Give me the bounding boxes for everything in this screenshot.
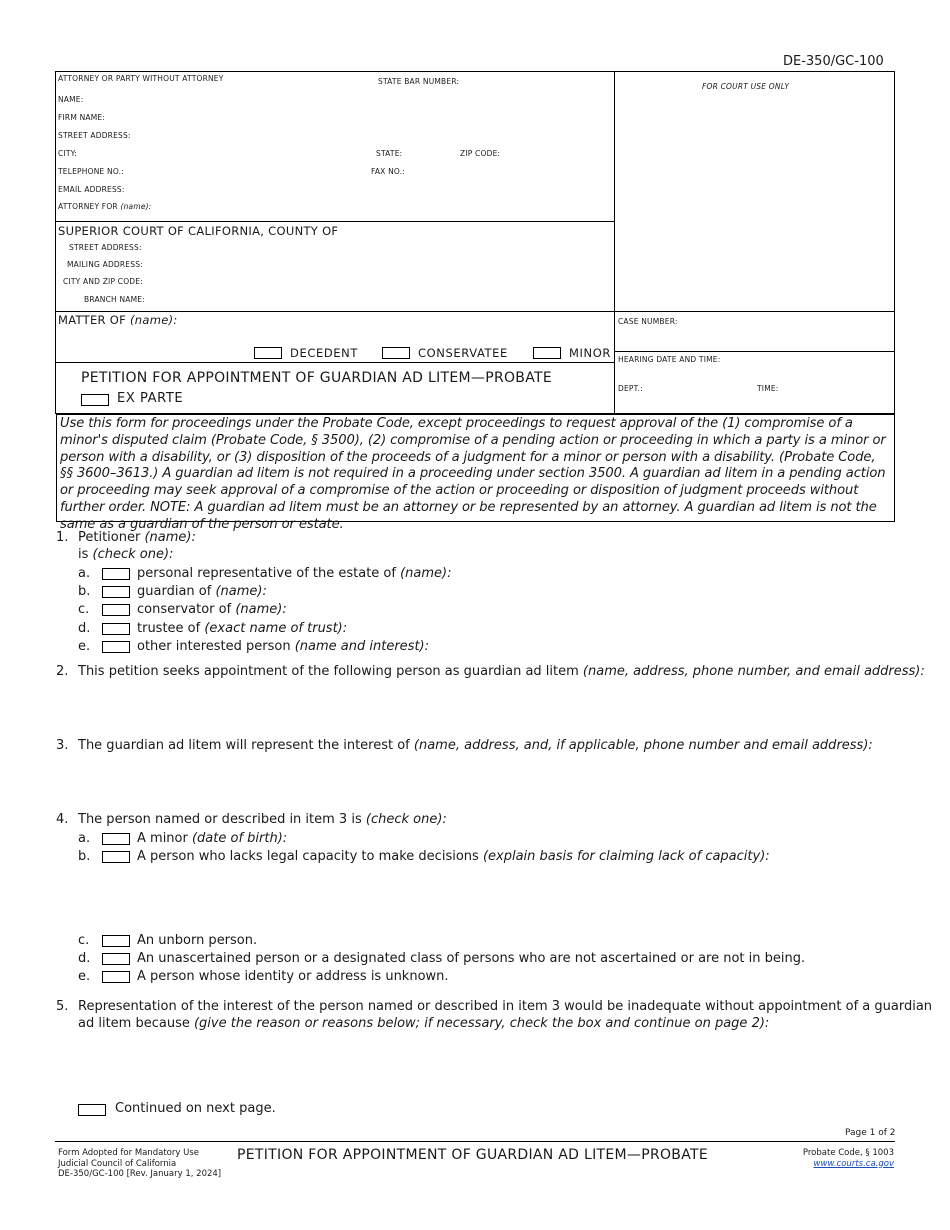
form-id: DE-350/GC-100 xyxy=(783,54,884,69)
continued-checkbox[interactable] xyxy=(78,1104,106,1116)
item-1b-label[interactable]: guardian of (name): xyxy=(137,584,267,599)
case-number-label[interactable]: CASE NUMBER: xyxy=(618,317,678,326)
page-number: Page 1 of 2 xyxy=(845,1128,896,1138)
item-1e-checkbox[interactable] xyxy=(102,641,130,653)
minor-label: MINOR xyxy=(569,346,611,360)
minor-checkbox[interactable] xyxy=(533,347,561,359)
conservatee-label: CONSERVATEE xyxy=(418,346,508,360)
street-address-label[interactable]: STREET ADDRESS: xyxy=(58,131,131,140)
item-1a-letter: a. xyxy=(78,566,91,581)
is-check-one: is (check one): xyxy=(78,547,174,562)
item-4e-letter: e. xyxy=(78,969,91,984)
attorney-for-label[interactable]: ATTORNEY FOR (name): xyxy=(58,202,152,211)
court-branch-label[interactable]: BRANCH NAME: xyxy=(84,295,145,304)
item-4e-label[interactable]: A person whose identity or address is unknown. xyxy=(137,969,449,984)
ex-parte-label: EX PARTE xyxy=(117,391,184,406)
item-4a-label[interactable]: A minor (date of birth): xyxy=(137,831,288,846)
item-4-text: The person named or described in item 3 is (check one): xyxy=(78,812,447,827)
item-4d-checkbox[interactable] xyxy=(102,953,130,965)
firm-name-label[interactable]: FIRM NAME: xyxy=(58,113,106,122)
ex-parte-checkbox[interactable] xyxy=(81,394,109,406)
matter-of-label[interactable]: MATTER OF (name): xyxy=(58,313,178,327)
time-label[interactable]: TIME: xyxy=(757,384,779,393)
item-5-number: 5. xyxy=(56,999,69,1014)
footer-council: Judicial Council of California xyxy=(58,1158,177,1169)
item-4c-label[interactable]: An unborn person. xyxy=(137,933,258,948)
item-5-line2[interactable]: ad litem because (give the reason or reasons below; if necessary, check the box and continue on page 2): xyxy=(78,1016,770,1031)
item-1b-checkbox[interactable] xyxy=(102,586,130,598)
item-4c-letter: c. xyxy=(78,933,90,948)
decedent-label: DECEDENT xyxy=(290,346,358,360)
zip-label[interactable]: ZIP CODE: xyxy=(460,149,501,158)
item-1d-label[interactable]: trustee of (exact name of trust): xyxy=(137,621,348,636)
item-4d-label[interactable]: An unascertained person or a designated class of persons who are not ascertained or are not in being. xyxy=(137,951,806,966)
item-1b-letter: b. xyxy=(78,584,91,599)
item-1a-checkbox[interactable] xyxy=(102,568,130,580)
footer-code: Probate Code, § 1003 xyxy=(802,1148,894,1158)
item-4a-letter: a. xyxy=(78,831,91,846)
item-4d-letter: d. xyxy=(78,951,91,966)
hearing-label[interactable]: HEARING DATE AND TIME: xyxy=(618,355,721,364)
court-mailing-label[interactable]: MAILING ADDRESS: xyxy=(67,260,143,269)
dept-label[interactable]: DEPT.: xyxy=(618,384,643,393)
courts-website-link[interactable]: www.courts.ca.gov xyxy=(813,1158,894,1169)
court-title: SUPERIOR COURT OF CALIFORNIA, COUNTY OF xyxy=(58,224,339,238)
petitioner-label[interactable]: Petitioner (name): xyxy=(78,530,196,545)
footer-rule xyxy=(55,1141,895,1142)
fax-label[interactable]: FAX NO.: xyxy=(371,167,405,176)
item-1d-letter: d. xyxy=(78,621,91,636)
item-1c-label[interactable]: conservator of (name): xyxy=(137,602,287,617)
name-label[interactable]: NAME: xyxy=(58,95,84,104)
item-4-number: 4. xyxy=(56,812,69,827)
footer-revision: DE-350/GC-100 [Rev. January 1, 2024] xyxy=(58,1169,222,1179)
court-city-label[interactable]: CITY AND ZIP CODE: xyxy=(63,277,143,286)
state-label[interactable]: STATE: xyxy=(376,149,403,158)
city-label[interactable]: CITY: xyxy=(58,149,78,158)
court-street-label[interactable]: STREET ADDRESS: xyxy=(69,243,142,252)
item-1e-letter: e. xyxy=(78,639,91,654)
footer-right xyxy=(803,1148,894,1169)
item-3-text[interactable]: The guardian ad litem will represent the interest of (name, address, and, if applicable, phone number and email address): xyxy=(78,738,873,753)
decedent-checkbox[interactable] xyxy=(254,347,282,359)
item-1d-checkbox[interactable] xyxy=(102,623,130,635)
conservatee-checkbox[interactable] xyxy=(382,347,410,359)
item-3-number: 3. xyxy=(56,738,69,753)
item-1c-checkbox[interactable] xyxy=(102,604,130,616)
item-1a-label[interactable]: personal representative of the estate of (name): xyxy=(137,566,452,581)
court-use-label: FOR COURT USE ONLY xyxy=(702,82,790,91)
item-4e-checkbox[interactable] xyxy=(102,971,130,983)
email-label[interactable]: EMAIL ADDRESS: xyxy=(58,185,125,194)
item-4b-letter: b. xyxy=(78,849,91,864)
item-2-text[interactable]: This petition seeks appointment of the following person as guardian ad litem (name, address, phone number, and email address): xyxy=(78,664,925,679)
state-bar-label[interactable]: STATE BAR NUMBER: xyxy=(378,77,460,86)
attorney-title: ATTORNEY OR PARTY WITHOUT ATTORNEY xyxy=(58,74,224,83)
footer-adopted: Form Adopted for Mandatory Use xyxy=(58,1148,199,1158)
item-1c-letter: c. xyxy=(78,602,90,617)
continued-label: Continued on next page. xyxy=(115,1101,276,1116)
item-1e-label[interactable]: other interested person (name and interest): xyxy=(137,639,430,654)
item-2-number: 2. xyxy=(56,664,69,679)
item-4a-checkbox[interactable] xyxy=(102,833,130,845)
item-4b-checkbox[interactable] xyxy=(102,851,130,863)
item-5-line1: Representation of the interest of the person named or described in item 3 would be inadequate without appointment of a guardian xyxy=(78,999,933,1014)
telephone-label[interactable]: TELEPHONE NO.: xyxy=(58,167,124,176)
item-4b-label[interactable]: A person who lacks legal capacity to make decisions (explain basis for claiming lack of capacity): xyxy=(137,849,770,864)
instructions-notice: Use this form for proceedings under the Probate Code, except proceedings to request approval of the (1) compromise of a minor's disputed claim (Probate Code, § 3500), (2) compromise of a pending action or proceeding in which a party is a minor or person with a disability, or (3) disposition of the proceeds of a judgment for a minor or person with a disability. (Probate Code, §§ 3600–3613.) A guardian ad litem is not required in a proceeding under section 3500. A guardian ad litem in a pending action or proceeding may seek approval of a compromise of the action or proceeding or disposition of judgment proceeds without further order. NOTE: A guardian ad litem must be an attorney or be represented by an attorney. A guardian ad litem is not the same as a guardian of the person or estate. xyxy=(56,414,895,522)
footer-title: PETITION FOR APPOINTMENT OF GUARDIAN AD LITEM—PROBATE xyxy=(237,1147,709,1163)
item-1-number: 1. xyxy=(56,530,69,545)
footer-left xyxy=(58,1148,221,1180)
item-4c-checkbox[interactable] xyxy=(102,935,130,947)
petition-title: PETITION FOR APPOINTMENT OF GUARDIAN AD LITEM—PROBATE xyxy=(81,370,553,386)
